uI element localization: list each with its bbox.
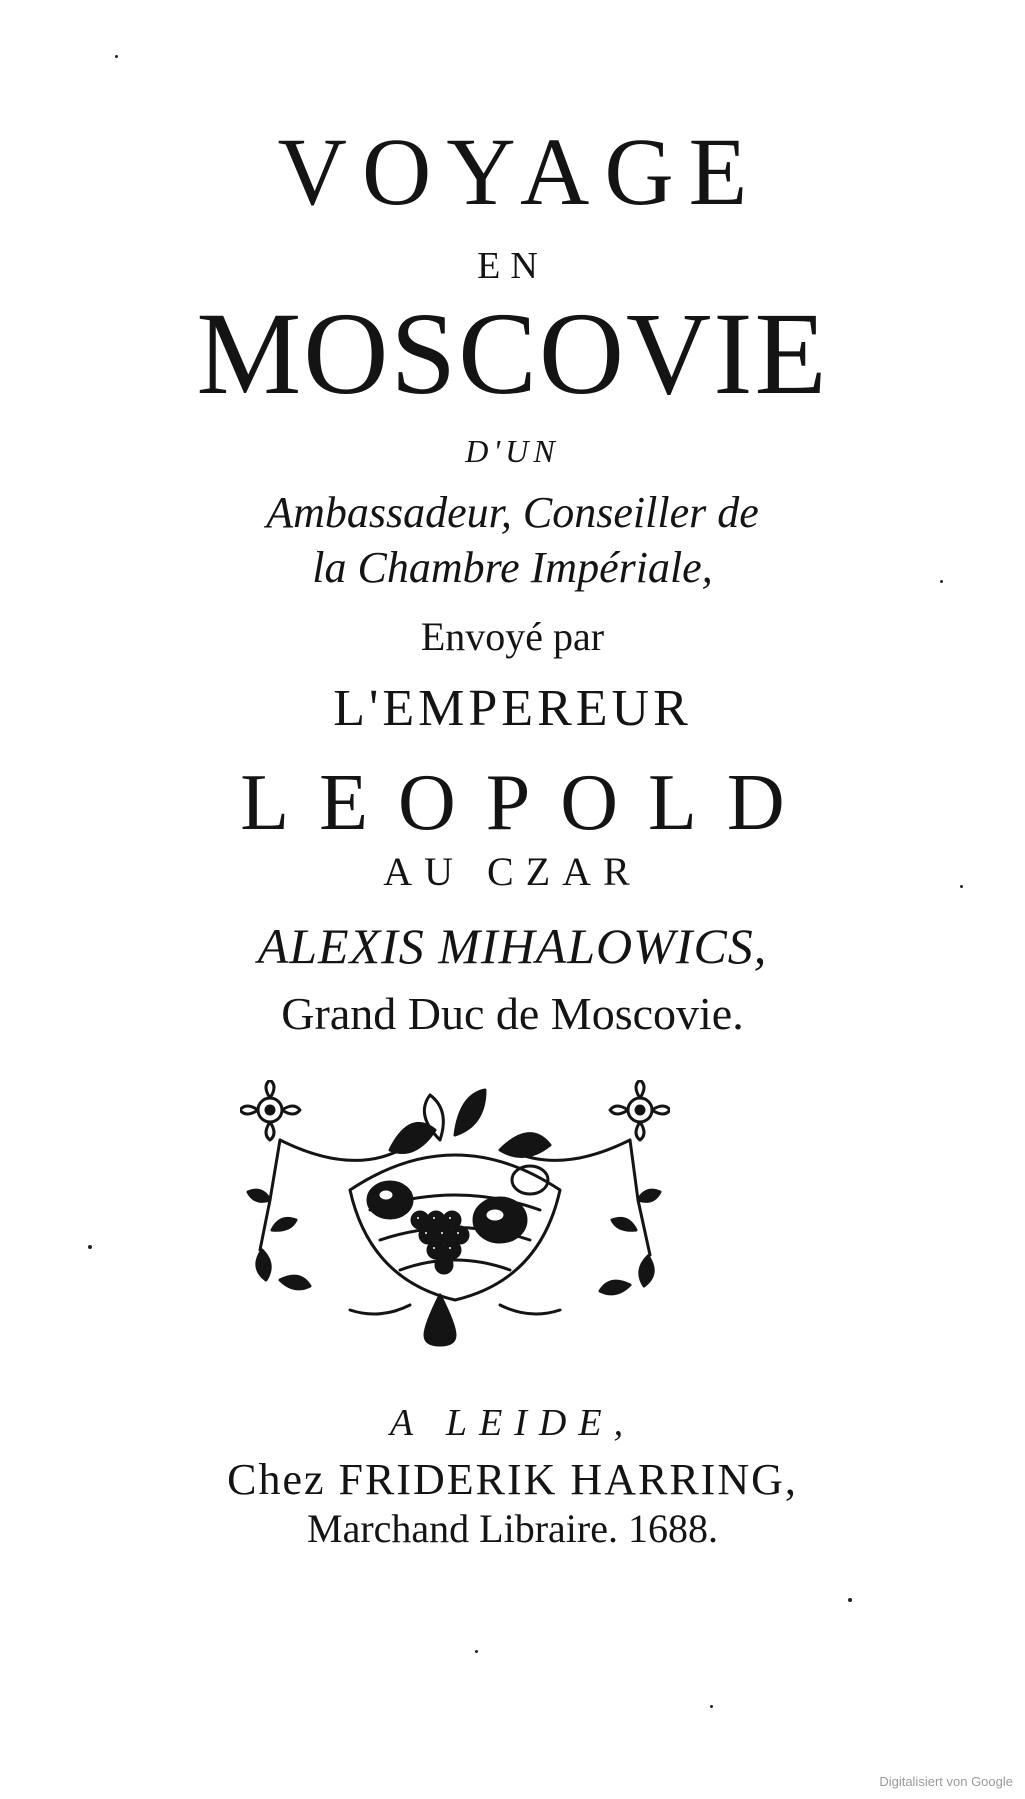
alexis-line: ALEXIS MIHALOWICS, <box>257 918 768 974</box>
imprint-trade-year: Marchand Libraire. 1688. <box>307 1506 718 1551</box>
au-czar-line: AU CZAR <box>383 849 642 894</box>
ink-speck <box>88 1245 92 1249</box>
title-voyage: VOYAGE <box>277 118 763 225</box>
ink-speck <box>710 1705 713 1708</box>
dun-line: D'UN <box>465 433 560 469</box>
ink-speck <box>848 1598 852 1602</box>
ink-speck <box>475 1650 478 1653</box>
envoye-line: Envoyé par <box>420 614 605 659</box>
ink-speck <box>115 55 118 58</box>
imprint-place: A LEIDE, <box>389 1402 636 1444</box>
leopold-line: LEOPOLD <box>240 759 815 847</box>
ink-speck <box>960 885 963 888</box>
floral-fruit-ornament-icon <box>240 1080 670 1350</box>
title-moscovie: MOSCOVIE <box>196 288 829 419</box>
imprint-printer: Chez FRIDERIK HARRING, <box>227 1455 798 1504</box>
empereur-line: L'EMPEREUR <box>333 680 692 737</box>
digitization-credit: Digitalisiert von Google <box>879 1774 1013 1789</box>
ambassador-line: Ambassadeur, Conseiller de <box>266 488 759 537</box>
title-en: EN <box>477 245 548 287</box>
ink-speck <box>940 580 943 583</box>
chamber-line: la Chambre Impériale, <box>312 543 713 592</box>
grand-duc-line: Grand Duc de Moscovie. <box>281 988 744 1039</box>
